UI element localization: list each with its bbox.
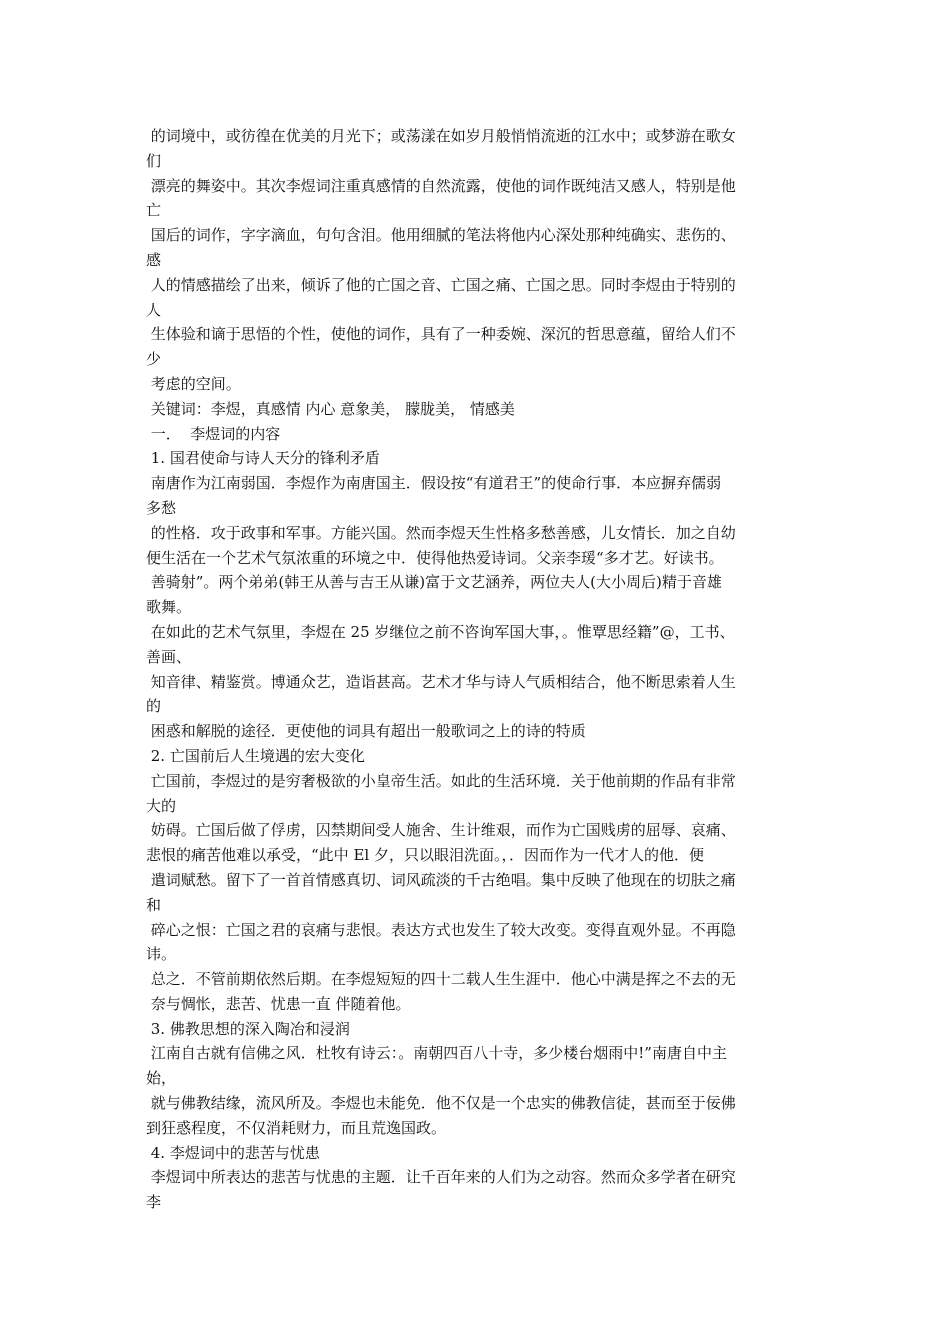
text-line: 李: [146, 1193, 162, 1212]
text-line: 碎心之恨：亡国之君的哀痛与悲恨。表达方式也发生了较大改变。变得直观外显。不再隐: [146, 920, 736, 939]
text-line: 江南自古就有信佛之风．杜牧有诗云：。南朝四百八十寺，多少楼台烟雨中!”南唐自中主: [146, 1044, 727, 1063]
text-line: 亡: [146, 201, 162, 220]
text-line: 大的: [146, 796, 177, 815]
text-line: 生体验和谪于思悟的个性，使他的词作，具有了一种委婉、深沉的哲思意蕴，留给人们不: [146, 325, 736, 344]
text-line: 就与佛教结缘，流风所及。李煜也未能免．他不仅是一个忠实的佛教信徒，甚而至于佞佛: [146, 1094, 736, 1113]
text-line: 考虑的空间。: [146, 374, 241, 393]
text-line: 奈与惆怅，悲苦、忧患一直 伴随着他。: [146, 994, 411, 1013]
text-line: 少: [146, 350, 162, 369]
text-line: 和: [146, 895, 162, 914]
document-body: [146, 124, 826, 1215]
text-line: 妨碍。亡国后做了俘虏，囚禁期间受人施舍、生计维艰，而作为亡国贱虏的屈辱、哀痛、: [146, 821, 736, 840]
text-line: 人的情感描绘了出来，倾诉了他的亡国之音、亡国之痛、亡国之思。同时李煜由于特别的: [146, 275, 736, 294]
text-line: 总之．不管前期依然后期。在李煜短短的四十二载人生生涯中．他心中满是挥之不去的无: [146, 970, 736, 989]
text-line: 善画、: [146, 647, 192, 666]
text-line: 便生活在一个艺术气氛浓重的环境之中．使得他热爱诗词。父亲李瑗“多才艺。好读书。: [146, 548, 724, 567]
text-line: 始，: [146, 1069, 177, 1088]
text-line: 南唐作为江南弱国．李煜作为南唐国主．假设按“有道君王”的使命行事．本应摒弃儒弱: [146, 474, 722, 493]
text-line: 歌舞。: [146, 598, 192, 617]
text-line: 亡国前，李煜过的是穷奢极欲的小皇帝生活。如此的生活环境．关于他前期的作品有非常: [146, 771, 736, 790]
text-line: 一． 李煜词的内容: [146, 424, 281, 443]
text-line: 遣词赋愁。留下了一首首情感真切、词风疏淡的千古绝唱。集中反映了他现在的切肤之痛: [146, 870, 736, 889]
text-line: 的词境中，或彷徨在优美的月光下；或荡漾在如岁月般悄悄流逝的江水中；或梦游在歌女: [146, 127, 736, 145]
text-line: 多愁: [146, 498, 177, 517]
text-line: 漂亮的舞姿中。其次李煜词注重真感情的自然流露，使他的词作既纯洁又感人，特别是他: [146, 176, 736, 195]
text-line: 国后的词作，字字滴血，句句含泪。他用细腻的笔法将他内心深处那种纯确实、悲伤的、: [146, 226, 736, 245]
text-line: 人: [146, 300, 162, 319]
text-line: 感: [146, 250, 162, 269]
text-line: 知音律、精鉴赏。博通众艺，造诣甚高。艺术才华与诗人气质相结合，他不断思索着人生: [146, 672, 736, 691]
text-line: 的: [146, 697, 162, 716]
text-line: 4. 李煜词中的悲苦与忧患: [146, 1143, 320, 1162]
text-line: 的性格．攻于政事和军事。方能兴国。然而李煜天生性格多愁善感，儿女情长．加之自幼: [146, 523, 736, 542]
text-line: 李煜词中所表达的悲苦与忧患的主题．让千百年来的人们为之动容。然而众多学者在研究: [146, 1168, 736, 1187]
text-line: 善骑射”。两个弟弟(韩王从善与吉王从谦)富于文艺涵养，两位夫人(大小周后)精于音雄: [146, 573, 722, 592]
text-line: 在如此的艺术气氛里，李煜在 25 岁继位之前不咨询军国大事，。惟覃思经籍”@，工书、: [146, 622, 735, 641]
text-line: 3. 佛教思想的深入陶冶和浸润: [146, 1019, 350, 1038]
text-line: 1. 国君使命与诗人天分的锋利矛盾: [146, 449, 380, 468]
text-line: 到狂惑程度，不仅消耗财力，而且荒逸国政。: [146, 1118, 447, 1137]
text-line: 讳。: [146, 945, 177, 964]
text-line: 2. 亡国前后人生境遇的宏大变化: [146, 746, 365, 765]
text-line: 悲恨的痛苦他难以承受，“此中 El 夕，只以眼泪洗面。，．因而作为一代才人的他．便: [146, 846, 704, 865]
text-line: 们: [146, 151, 162, 170]
text-line: 关键词：李煜，真感情 内心 意象美， 朦胧美， 情感美: [146, 399, 515, 418]
text-line: 困惑和解脱的途径．更使他的词具有超出一般歌词之上的诗的特质: [146, 722, 586, 741]
